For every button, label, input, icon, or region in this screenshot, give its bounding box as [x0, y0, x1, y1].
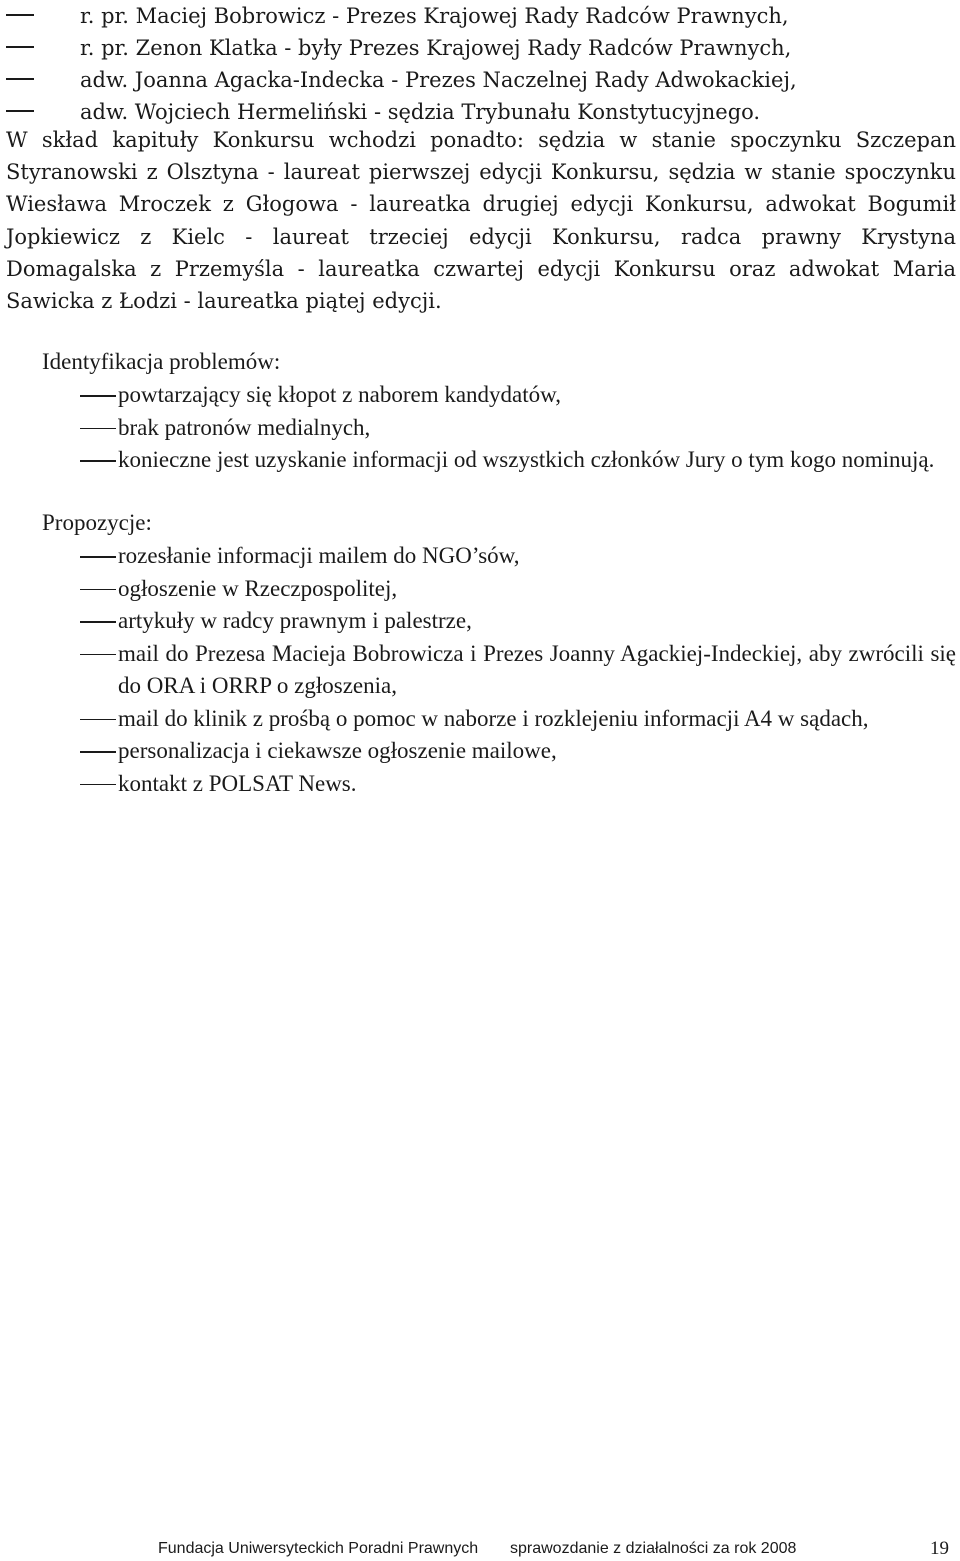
list-item: r. pr. Maciej Bobrowicz - Prezes Krajowej Rady Radców Prawnych,: [6, 0, 946, 32]
dash-bullet-icon: [80, 654, 116, 656]
list-item: ogłoszenie w Rzeczpospolitej,: [42, 573, 956, 606]
list-item: adw. Joanna Agacka-Indecka - Prezes Naczelnej Rady Adwokackiej,: [6, 64, 946, 96]
list-item: mail do klinik z prośbą o pomoc w naborze i rozklejeniu informacji A4 w sądach,: [42, 703, 956, 736]
dash-bullet-icon: [80, 556, 116, 558]
jury-members-list: [6, 0, 946, 128]
dash-bullet-icon: [80, 460, 116, 462]
dash-bullet-icon: [80, 395, 116, 397]
dash-bullet-icon: [6, 110, 34, 112]
proposals-section: [42, 507, 956, 800]
proposals-heading: Propozycje:: [42, 510, 152, 535]
footer-organization: Fundacja Uniwersyteckich Poradni Prawnych: [158, 1540, 479, 1557]
dash-bullet-icon: [80, 621, 116, 623]
dash-bullet-icon: [80, 589, 116, 591]
problems-list: [42, 379, 956, 477]
dash-bullet-icon: [80, 751, 116, 753]
dash-bullet-icon: [6, 14, 34, 16]
list-item: rozesłanie informacji mailem do NGO’sów,: [42, 540, 956, 573]
footer-report-title: sprawozdanie z działalności za rok 2008: [510, 1540, 797, 1557]
list-item: brak patronów medialnych,: [42, 412, 956, 445]
list-item: kontakt z POLSAT News.: [42, 768, 956, 801]
list-item: artykuły w radcy prawnym i palestrze,: [42, 605, 956, 638]
problems-section: [42, 346, 956, 477]
dash-bullet-icon: [80, 428, 116, 430]
list-item: mail do Prezesa Macieja Bobrowicza i Prezes Joanny Agackiej-Indeckiej, aby zwrócili się do ORA i ORRP o zgłoszenia,: [42, 638, 956, 703]
page-number: 19: [930, 1538, 949, 1559]
dash-bullet-icon: [80, 719, 116, 721]
list-item: r. pr. Zenon Klatka - były Prezes Krajowej Rady Radców Prawnych,: [6, 32, 946, 64]
list-item: adw. Wojciech Hermeliński - sędzia Trybunału Konstytucyjnego.: [6, 96, 946, 128]
list-item: powtarzający się kłopot z naborem kandydatów,: [42, 379, 956, 412]
problems-heading: Identyfikacja problemów:: [42, 349, 281, 374]
list-item: konieczne jest uzyskanie informacji od wszystkich członków Jury o tym kogo nominują.: [42, 444, 956, 477]
dash-bullet-icon: [6, 46, 34, 48]
dash-bullet-icon: [80, 784, 116, 786]
list-item: personalizacja i ciekawsze ogłoszenie mailowe,: [42, 735, 956, 768]
chapter-composition-paragraph: W skład kapituły Konkursu wchodzi ponadto: sędzia w stanie spoczynku Szczepan Styranowski z Olsztyna - laureat pierwszej edycji Konkursu, sędzia w stanie spoczynku Wiesława Mroczek z Głogowa - laureatka drugiej edycji Konkursu, adwokat Bogumił Jopkiewicz z Kielc - laureat trzeciej edycji Konkursu, radca prawny Krystyna Domagalska z Przemyśla - laureatka czwartej edycji Konkursu oraz adwokat Maria Sawicka z Łodzi - laureatka piątej edycji.: [6, 128, 956, 314]
proposals-list: [42, 540, 956, 800]
dash-bullet-icon: [6, 78, 34, 80]
page-footer: [158, 1537, 958, 1561]
